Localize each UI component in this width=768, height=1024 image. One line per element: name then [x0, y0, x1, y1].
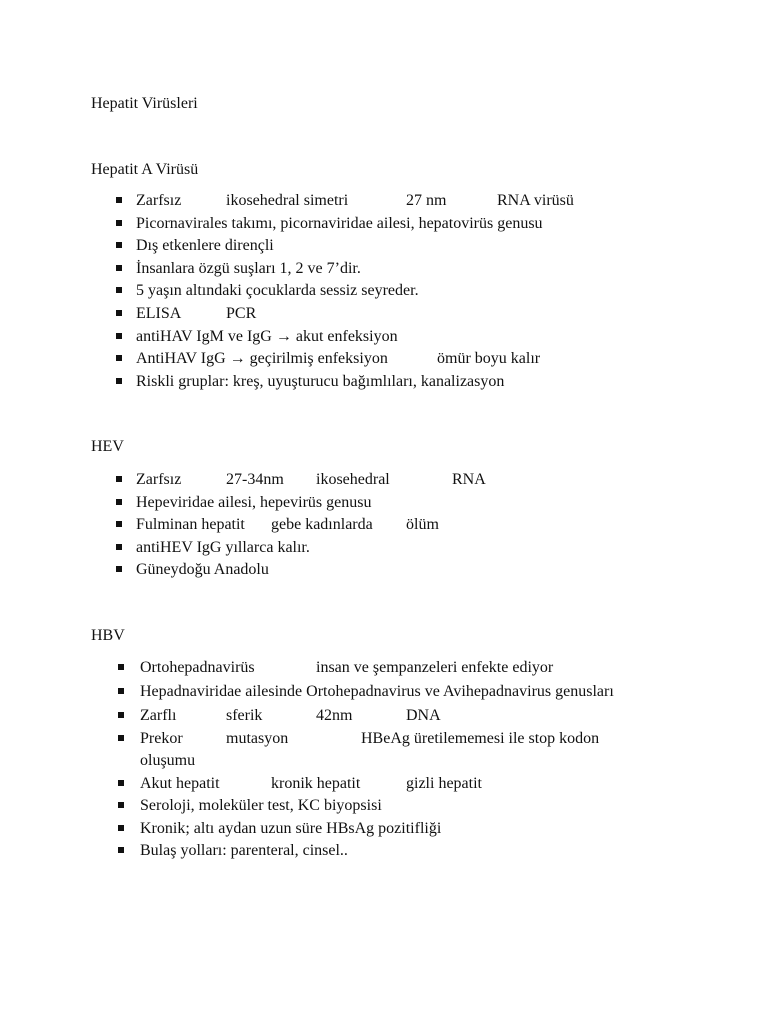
bullet-icon: [118, 780, 124, 786]
section-heading-hav: Hepatit A Virüsü: [91, 161, 199, 178]
item-text: mutasyon: [226, 729, 289, 747]
list-item: [0, 657, 768, 681]
list-item: [0, 190, 768, 213]
bullet-icon: [118, 802, 124, 808]
bullet-icon: [118, 712, 124, 718]
bullet-icon: [116, 544, 122, 550]
bullet-icon: [116, 378, 122, 384]
list-item: [0, 705, 768, 728]
hbv-bullet-list: [0, 657, 768, 863]
list-item: [0, 303, 768, 326]
item-text: gebe kadınlarda: [271, 516, 373, 534]
item-text: 42nm: [316, 707, 353, 724]
bullet-icon: [116, 197, 122, 203]
list-item: [0, 371, 768, 394]
item-text: RNA: [452, 471, 486, 488]
bullet-icon: [116, 355, 122, 361]
item-text: ELISA: [136, 304, 182, 322]
item-text-continuation: oluşumu: [140, 751, 196, 769]
list-item: [0, 681, 768, 705]
list-item: [0, 840, 768, 863]
document-title: Hepatit Virüsleri: [91, 95, 198, 112]
list-item: [0, 213, 768, 236]
item-text: ömür boyu kalır: [437, 350, 541, 368]
bullet-icon: [118, 825, 124, 831]
hev-bullet-list: [0, 469, 768, 582]
list-item: [0, 818, 768, 841]
item-text: Hepadnaviridae ailesinde Ortohepadnavirus ve Avihepadnavirus genusları: [140, 683, 614, 700]
list-item: [0, 537, 768, 560]
bullet-icon: [116, 287, 122, 293]
section-heading-hev: HEV: [91, 438, 124, 455]
bullet-icon: [116, 265, 122, 271]
item-text: 27 nm: [406, 192, 447, 209]
list-item: [0, 559, 768, 582]
item-text: ikosehedral simetri: [226, 192, 349, 209]
bullet-icon: [118, 664, 124, 670]
item-text: Bulaş yolları: parenteral, cinsel..: [140, 842, 348, 860]
item-text: kronik hepatit: [271, 774, 361, 792]
item-text: Güneydoğu Anadolu: [136, 561, 269, 579]
item-text: Zarflı: [140, 707, 177, 724]
item-text: Kronik; altı aydan uzun süre HBsAg pozitifliği: [140, 819, 442, 837]
item-text: gizli hepatit: [406, 774, 482, 792]
bullet-icon: [118, 735, 124, 741]
item-text: 27-34nm: [226, 471, 284, 488]
item-text: insan ve şempanzeleri enfekte ediyor: [316, 659, 554, 676]
hav-bullet-list: [0, 190, 768, 393]
list-item: [0, 773, 768, 796]
item-text: antiHAV IgM ve IgG → akut enfeksiyon: [136, 327, 398, 345]
item-text: Dış etkenlere dirençli: [136, 237, 274, 255]
list-item: [0, 469, 768, 492]
item-text: Seroloji, moleküler test, KC biyopsisi: [140, 797, 382, 815]
list-item: [0, 326, 768, 349]
bullet-icon: [116, 499, 122, 505]
item-text: Riskli gruplar: kreş, uyuşturucu bağımlıları, kanalizasyon: [136, 372, 505, 390]
list-item: [0, 348, 768, 371]
list-item: [0, 280, 768, 303]
item-text: Fulminan hepatit: [136, 516, 245, 534]
item-text: Picornavirales takımı, picornaviridae ailesi, hepatovirüs genusu: [136, 214, 543, 232]
item-text: Prekor: [140, 729, 183, 747]
item-text: Zarfsız: [136, 192, 182, 209]
item-text: ikosehedral: [316, 471, 390, 488]
item-text: 5 yaşın altındaki çocuklarda sessiz seyreder.: [136, 282, 419, 300]
item-text: Zarfsız: [136, 471, 182, 488]
bullet-icon: [116, 476, 122, 482]
item-text: antiHEV IgG yıllarca kalır.: [136, 538, 310, 556]
bullet-icon: [116, 310, 122, 316]
item-text: DNA: [406, 707, 441, 724]
bullet-icon: [116, 220, 122, 226]
item-text: ölüm: [406, 516, 439, 534]
bullet-icon: [116, 521, 122, 527]
bullet-icon: [118, 688, 124, 694]
item-text: İnsanlara özgü suşları 1, 2 ve 7’dir.: [136, 259, 361, 277]
list-item: [0, 728, 768, 773]
bullet-icon: [116, 242, 122, 248]
list-item: [0, 492, 768, 515]
item-text: PCR: [226, 304, 257, 322]
item-text: Akut hepatit: [140, 774, 220, 792]
list-item: [0, 795, 768, 818]
item-text: sferik: [226, 707, 263, 724]
item-text: Ortohepadnavirüs: [140, 659, 255, 676]
item-text: AntiHAV IgG → geçirilmiş enfeksiyon: [136, 350, 388, 368]
item-text: HBeAg üretilememesi ile stop kodon: [361, 729, 600, 747]
bullet-icon: [116, 566, 122, 572]
bullet-icon: [116, 333, 122, 339]
section-heading-hbv: HBV: [91, 627, 125, 644]
item-text: RNA virüsü: [497, 192, 574, 209]
bullet-icon: [118, 847, 124, 853]
item-text: Hepeviridae ailesi, hepevirüs genusu: [136, 493, 372, 511]
list-item: [0, 235, 768, 258]
list-item: [0, 514, 768, 537]
list-item: [0, 258, 768, 281]
